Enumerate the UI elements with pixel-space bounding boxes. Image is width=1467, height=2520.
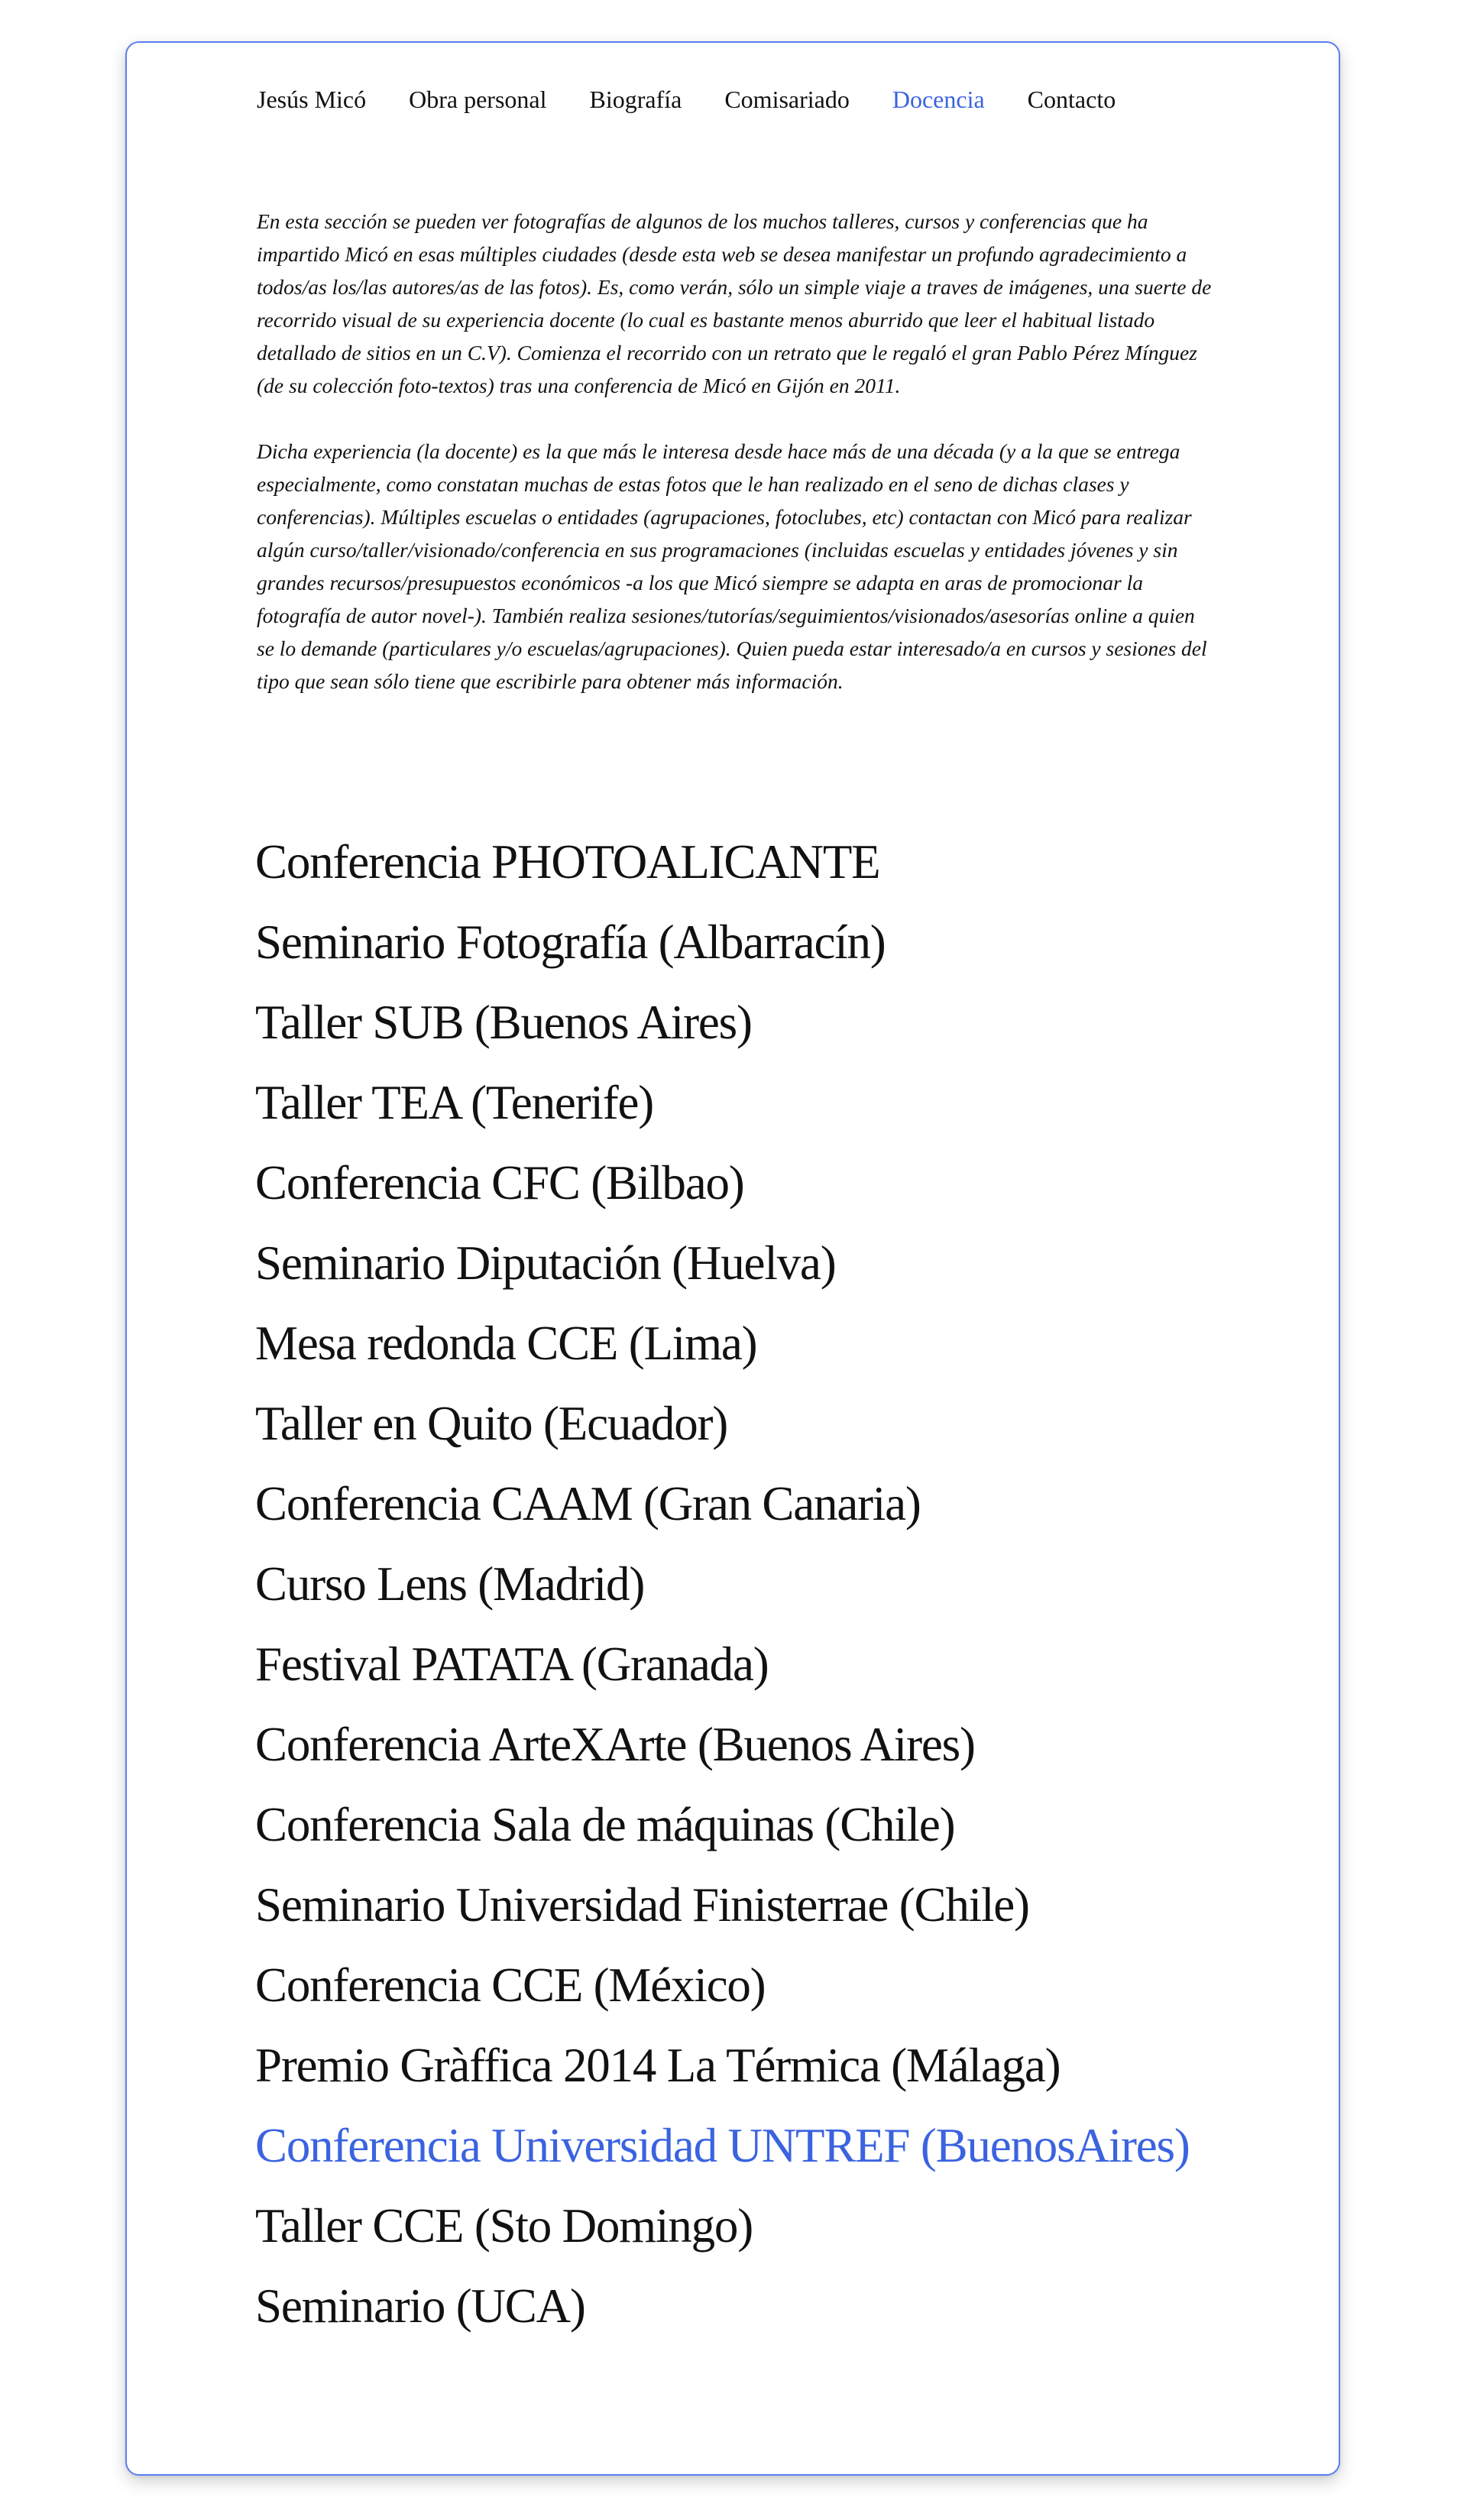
event-link[interactable]: Taller TEA (Tenerife) [255, 1076, 654, 1129]
nav-item-contacto[interactable]: Contacto [1027, 85, 1116, 113]
nav-item-comisariado[interactable]: Comisariado [724, 85, 850, 113]
event-link[interactable]: Mesa redonda CCE (Lima) [255, 1317, 757, 1370]
nav-item-obra-personal[interactable]: Obra personal [409, 85, 547, 113]
event-link[interactable]: Conferencia PHOTOALICANTE [255, 835, 880, 889]
event-link[interactable]: Seminario (UCA) [255, 2279, 585, 2333]
content-card [125, 41, 1340, 2476]
event-link[interactable]: Seminario Diputación (Huelva) [255, 1236, 836, 1290]
event-link[interactable]: Taller CCE (Sto Domingo) [255, 2199, 753, 2253]
event-list [255, 822, 1190, 2347]
event-link-active[interactable]: Conferencia Universidad UNTREF (BuenosAires) [255, 2119, 1190, 2172]
event-link[interactable]: Conferencia CCE (México) [255, 1958, 766, 2012]
nav-item-biografia[interactable]: Biografía [589, 85, 682, 113]
event-link[interactable]: Conferencia CFC (Bilbao) [255, 1156, 744, 1210]
event-link[interactable]: Premio Gràffica 2014 La Térmica (Málaga) [255, 2039, 1061, 2092]
event-link[interactable]: Conferencia Sala de máquinas (Chile) [255, 1798, 955, 1851]
event-link[interactable]: Conferencia ArteXArte (Buenos Aires) [255, 1718, 975, 1771]
nav-item-docencia[interactable]: Docencia [892, 85, 985, 113]
event-link[interactable]: Conferencia CAAM (Gran Canaria) [255, 1477, 921, 1530]
event-link[interactable]: Taller en Quito (Ecuador) [255, 1397, 728, 1450]
event-link[interactable]: Seminario Fotografía (Albarracín) [255, 915, 886, 969]
intro-paragraph-2: Dicha experiencia (la docente) es la que más le interesa desde hace más de una década (y a la que se entrega especialmente, como constatan muchas de estas fotos que le han realizado en el seno de dichas clases y conferencias). Múltiples escuelas o entidades (agrupaciones, fotoclubes, etc) contactan con Micó para realizar algún curso/taller/visionado/conferencia en sus programaciones (incluidas escuelas y entidades jóvenes y sin grandes recursos/presupuestos económicos -a los que Micó siempre se adapta en aras de promocionar la fotografía de autor novel-). También realiza sesiones/tutorías/seguimientos/visionados/asesorías online a quien se lo demande (particulares y/o escuelas/agrupaciones). Quien pueda estar interesado/a en cursos y sesiones del tipo que sean sólo tiene que escribirle para obtener más información. [257, 439, 1207, 693]
event-link[interactable]: Taller SUB (Buenos Aires) [255, 996, 752, 1049]
main-nav [257, 76, 1158, 122]
event-link[interactable]: Curso Lens (Madrid) [255, 1557, 645, 1611]
event-link[interactable]: Festival PATATA (Granada) [255, 1637, 769, 1691]
event-link[interactable]: Seminario Universidad Finisterrae (Chile) [255, 1878, 1029, 1932]
intro-paragraph-1: En esta sección se pueden ver fotografías de algunos de los muchos talleres, cursos y conferencias que ha impartido Micó en esas múltiples ciudades (desde esta web se desea manifestar un profundo agradecimiento a todos/as los/las autores/as de las fotos). Es, como verán, sólo un simple viaje a traves de imágenes, una suerte de recorrido visual de su experiencia docente (lo cual es bastante menos aburrido que leer el habitual listado detallado de sitios en un C.V). Comienza el recorrido con un retrato que le regaló el gran Pablo Pérez Mínguez (de su colección foto-textos) tras una conferencia de Micó en Gijón en 2011. [257, 209, 1212, 397]
intro-text [257, 205, 1212, 730]
nav-item-home[interactable]: Jesús Micó [257, 85, 367, 113]
